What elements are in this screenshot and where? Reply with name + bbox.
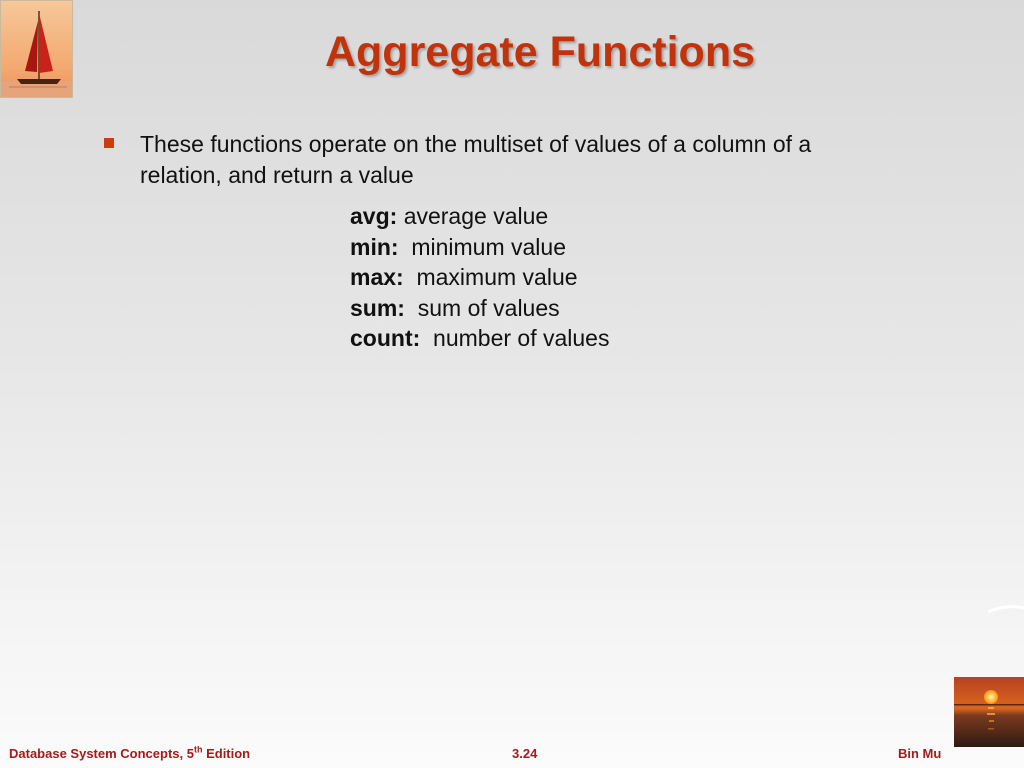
footer-slide-number: 3.24 — [512, 746, 538, 761]
definition-desc: number of values — [433, 325, 610, 352]
footer-book-title — [9, 746, 250, 762]
bullet-text: These functions operate on the multiset of values of a column of a relation, and return a value — [140, 131, 812, 188]
definition-sum — [350, 293, 609, 324]
definition-max — [350, 262, 609, 293]
bullet-square-icon — [104, 138, 114, 148]
definition-desc: average value — [403, 203, 549, 229]
definition-min — [350, 232, 609, 263]
footer-title-sup: th — [193, 744, 203, 755]
definition-term: count: — [350, 325, 421, 352]
definition-term: avg: — [350, 203, 398, 229]
definition-count — [350, 323, 609, 354]
definition-term: min: — [350, 233, 399, 260]
footer-title-prefix: Database System Concepts, 5 — [9, 746, 194, 761]
definition-term: max: — [350, 264, 404, 291]
slide-title: Aggregate Functions — [324, 28, 756, 76]
definition-desc: sum of values — [417, 294, 560, 321]
sailboat-logo-icon — [0, 0, 73, 98]
definition-list — [350, 201, 609, 354]
definition-term: sum: — [350, 294, 405, 321]
swoosh-decoration-icon — [988, 600, 1024, 622]
footer-title-suffix: Edition — [202, 746, 251, 761]
definition-desc: maximum value — [416, 264, 578, 291]
definition-avg — [350, 201, 609, 232]
sunset-logo-icon — [954, 677, 1024, 747]
footer-author: Bin Mu — [898, 746, 942, 761]
definition-desc: minimum value — [411, 233, 566, 260]
